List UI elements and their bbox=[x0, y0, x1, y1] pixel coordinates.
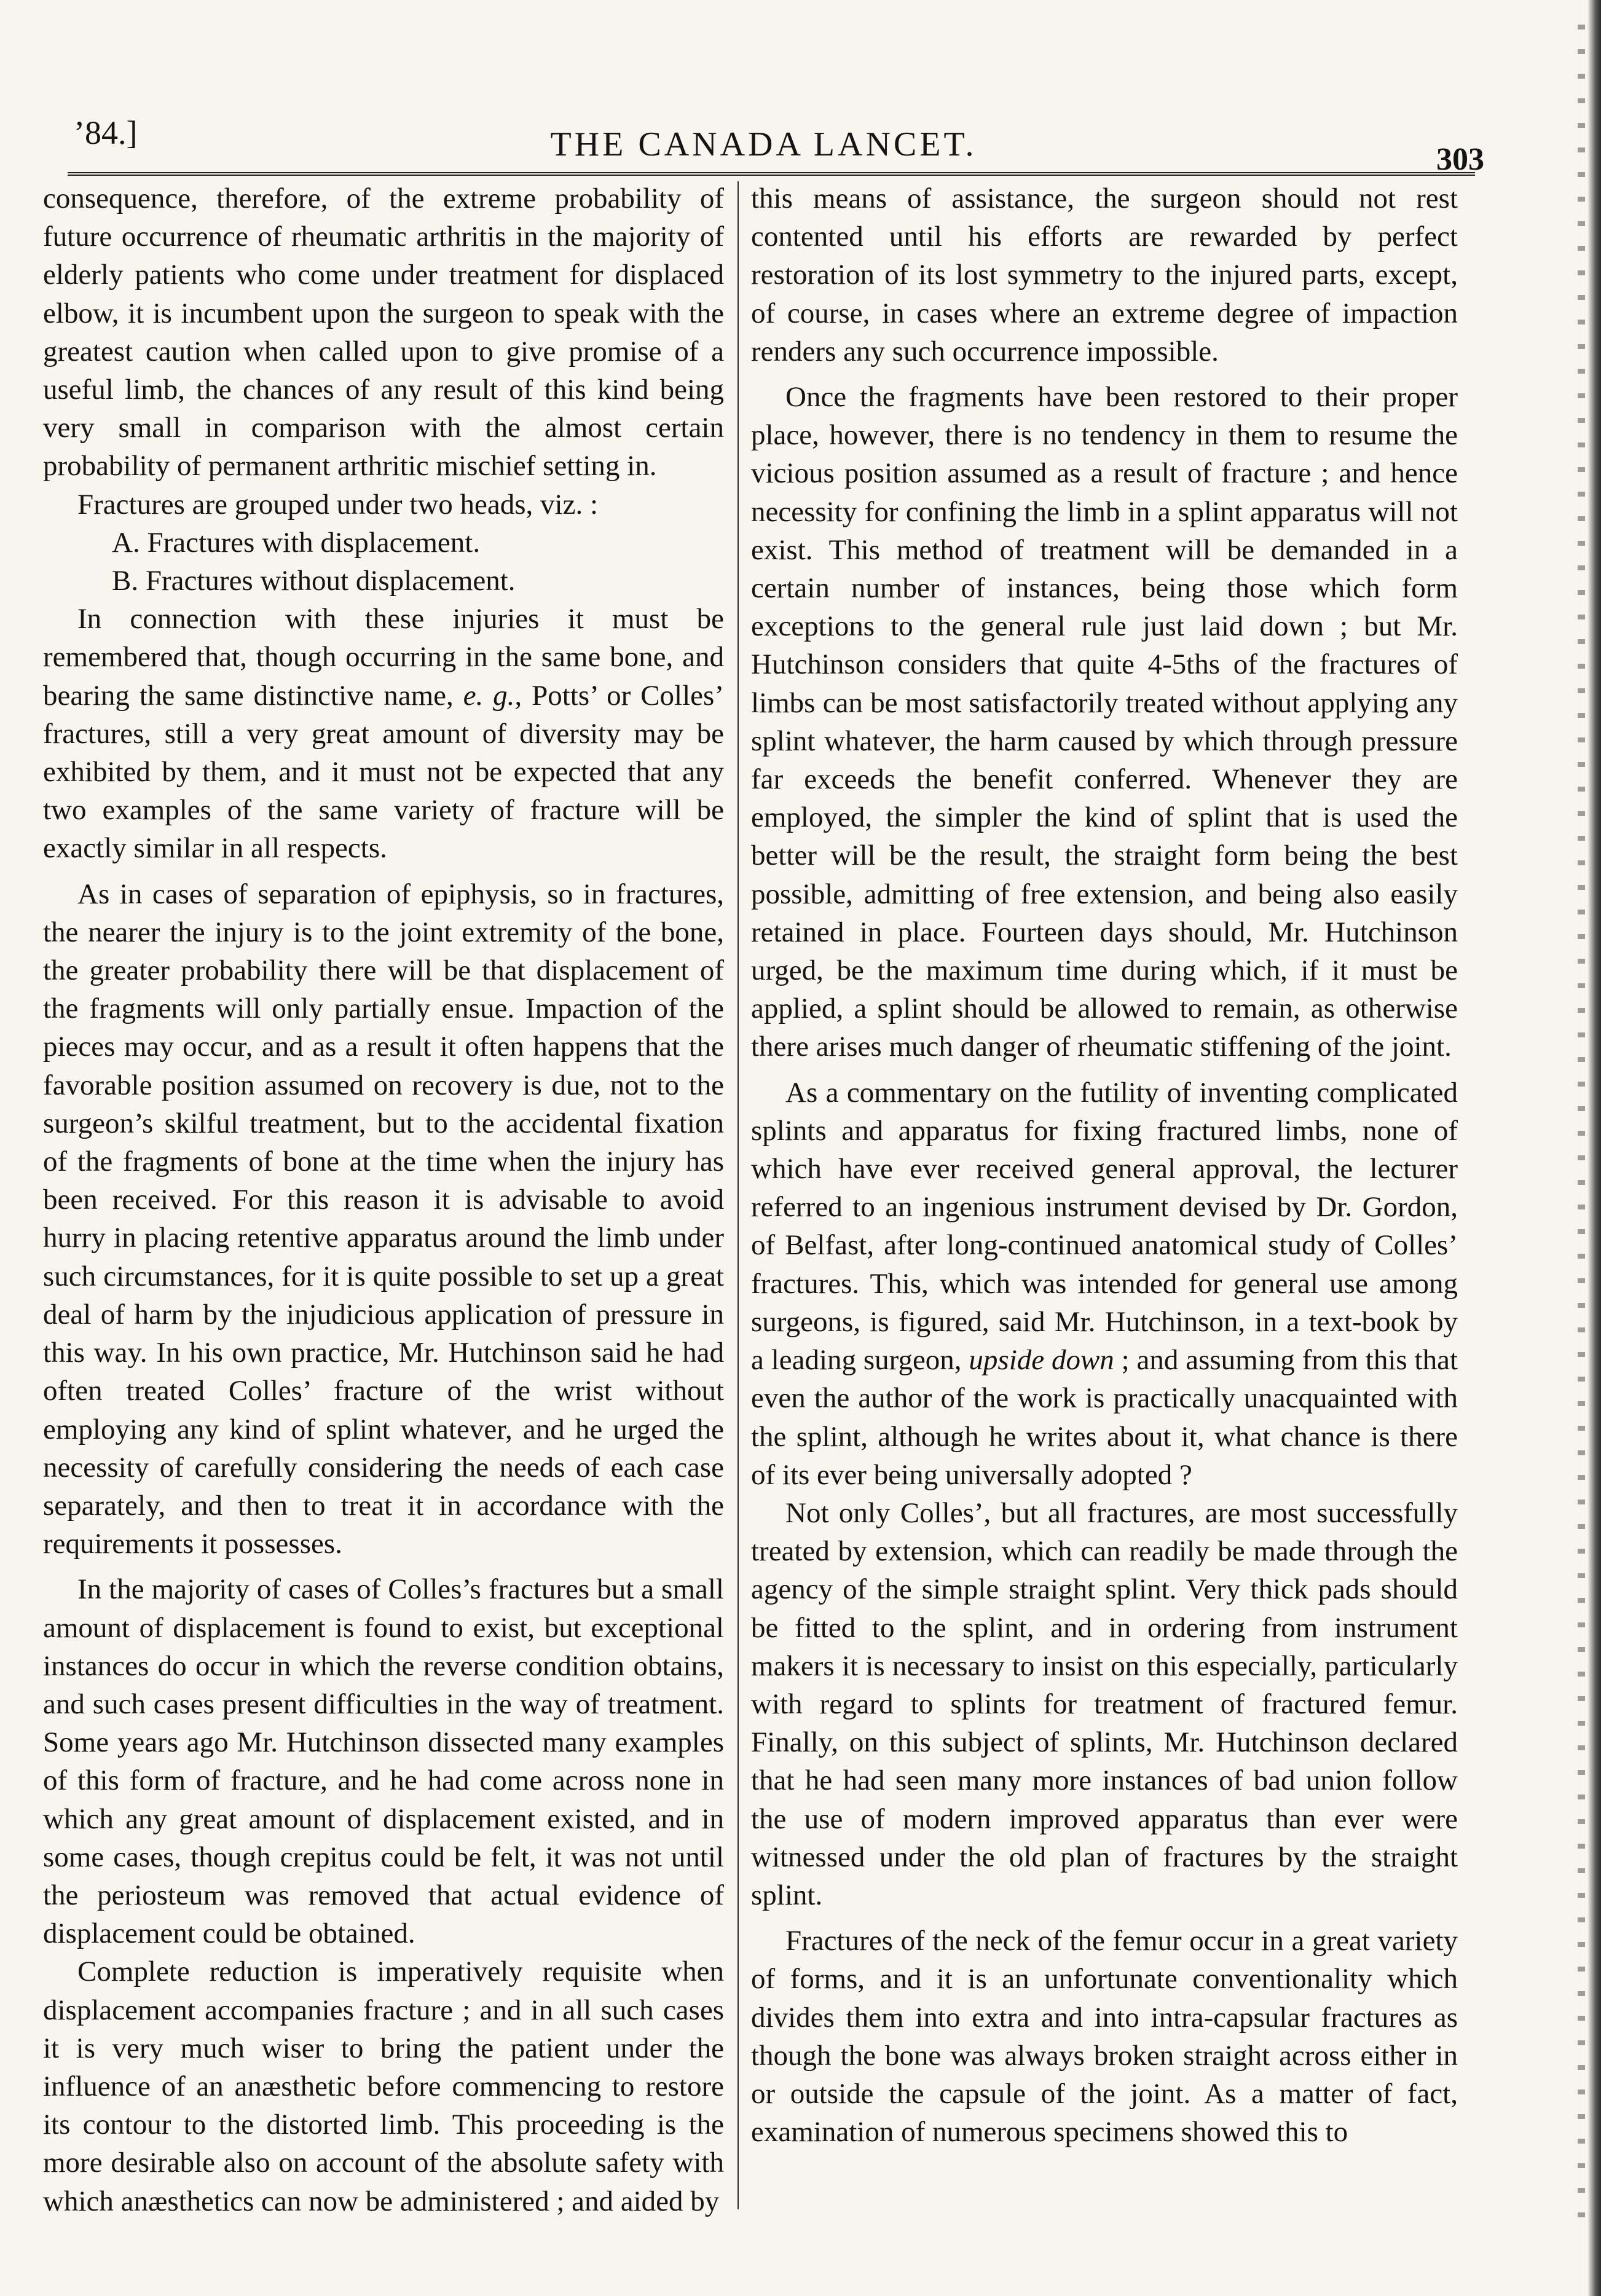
paragraph: In the majority of cases of Colles’s fractures but a small amount of displacement is found to exist, but exceptional instances do occur in which the reverse condition obtains, and such cases present difficulties in the way of treatment. Some years ago Mr. Hutchinson dissected many examples of this form of fracture, and he had come across none in which any great amount of displacement existed, and in some cases, though crepitus could be felt, it was not until the periosteum was removed that actual evidence of displacement could be obtained. bbox=[43, 1573, 724, 1950]
header-rule bbox=[68, 172, 1475, 176]
paragraph bbox=[43, 600, 724, 867]
paragraph-text: ; and assuming from this that even the author of the work is practically unacquainted with the splint, although he writes about it, what chance is there of its ever being universally adopted ? bbox=[751, 1344, 1458, 1491]
paragraph: As in cases of separation of epiphysis, so in fractures, the nearer the injury is to the joint extremity of the bone, the greater probability there will be that displacement of the fragments will only partially ensue. Impaction of the pieces may occur, and as a result it often happens that the favorable position assumed on recovery is due, not to the surgeon’s skilful treatment, but to the accidental fixation of the fragments of bone at the time when the injury has been received. For this reason it is advisable to avoid hurry in placing retentive apparatus around the limb under such circumstances, for it is quite possible to set up a great deal of harm by the injudicious application of pressure in this way. In his own practice, Mr. Hutchinson said he had often treated Colles’ fracture of the wrist without employing any kind of splint whatever, and he urged the necessity of carefully considering the needs of each case separately, and then to treat it in accordance with the requirements it possesses. bbox=[43, 878, 724, 1560]
list-item: B. Fractures without displacement. bbox=[112, 565, 516, 597]
paragraph: Not only Colles’, but all fractures, are most successfully treated by extension, which can readily be made through the agency of the simple straight splint. Very thick pads should be fitted to the splint, and in ordering from instrument makers it is necessary to insist on this especially, particularly with regard to splints for treatment of fractured femur. Finally, on this subject of splints, Mr. Hutchinson declared that he had seen many more instances of bad union follow the use of modern improved apparatus than ever were witnessed under the old plan of fractures by the straight splint. bbox=[751, 1496, 1458, 1911]
binding-edge-marks bbox=[1578, 25, 1585, 2237]
paragraph: this means of assistance, the surgeon should not rest contented until his efforts are rewarded by perfect restoration of its lost symmetry to the injured parts, except, of course, in cases where an extreme degree of impaction renders any such occurrence impossible. bbox=[751, 183, 1458, 368]
italic-abbreviation: e. g., bbox=[463, 679, 522, 712]
right-column bbox=[751, 179, 1458, 2151]
italic-phrase: upside down bbox=[969, 1344, 1114, 1377]
header-date: ’84.] bbox=[74, 114, 138, 151]
running-header bbox=[43, 108, 1484, 175]
paragraph: Fractures of the neck of the femur occur in a great variety of forms, and it is an unfortunate conventionality which divides them into extra and into intra-capsular fractures as though the bone was always broken straight across either in or outside the capsule of the joint. As a matter of fact, examination of numerous specimens showed this to bbox=[751, 1925, 1458, 2149]
paragraph-text: In connection with these injuries it must be remembered that, though occurring in the same bone, and bearing the same distinctive name, bbox=[43, 603, 724, 712]
paragraph: consequence, therefore, of the extreme probability of future occurrence of rheumatic arthritis in the majority of elderly patients who come under treatment for displaced elbow, it is incumbent upon the surgeon to speak with the greatest caution when called upon to give promise of a useful limb, the chances of any result of this kind being very small in comparison with the almost certain probability of permanent arthritic mischief setting in. bbox=[43, 183, 724, 482]
page-number: 303 bbox=[1436, 142, 1484, 177]
paragraph bbox=[751, 1074, 1458, 1494]
left-column bbox=[43, 179, 724, 2220]
journal-title: THE CANADA LANCET. bbox=[550, 125, 977, 163]
paragraph: Fractures are grouped under two heads, viz. : bbox=[77, 488, 599, 521]
paragraph: Complete reduction is imperatively requisite when displacement accompanies fracture ; and in all such cases it is very much wiser to bring the patient under the influence of an anæsthetic before commencing to restore its contour to the distorted limb. This proceeding is the more desirable also on account of the absolute safety with which anæsthetics can now be administered ; and aided by bbox=[43, 1956, 724, 2217]
binding-edge bbox=[1587, 0, 1601, 2296]
paragraph-text: As a commentary on the futility of inventing complicated splints and apparatus for fixing fractured limbs, none of which have ever received general approval, the lecturer referred to an ingenious instrument devised by Dr. Gordon, of Belfast, after long-continued anatomical study of Colles’ fractures. This, which was intended for general use among surgeons, is figured, said Mr. Hutchinson, in a text-book by a leading surgeon, bbox=[751, 1076, 1458, 1377]
list-item: A. Fractures with displacement. bbox=[112, 526, 481, 559]
column-divider bbox=[738, 181, 739, 2209]
paragraph: Once the fragments have been restored to their proper place, however, there is no tendency in them to resume the vicious position assumed as a result of fracture ; and hence necessity for confining the limb in a splint apparatus will not exist. This method of treatment will be demanded in a certain number of instances, being those which form exceptions to the general rule just laid down ; but Mr. Hutchinson considers that quite 4-5ths of the fractures of limbs can be most satisfactorily treated without applying any splint whatever, the harm caused by which through pressure far exceeds the benefit conferred. Whenever they are employed, the simpler the kind of splint that is used the better will be the result, the straight form being the best possible, admitting of free extension, and being also easily retained in place. Fourteen days should, Mr. Hutchinson urged, be the maximum time during which, if it must be applied, a splint should be allowed to remain, as otherwise there arises much danger of rheumatic stiffening of the joint. bbox=[751, 381, 1458, 1063]
paragraph-text: Potts’ or Colles’ fractures, still a very great amount of diversity may be exhibited by them, and it must not be expected that any two examples of the same variety of fracture will be exactly similar in all respects. bbox=[43, 679, 724, 865]
